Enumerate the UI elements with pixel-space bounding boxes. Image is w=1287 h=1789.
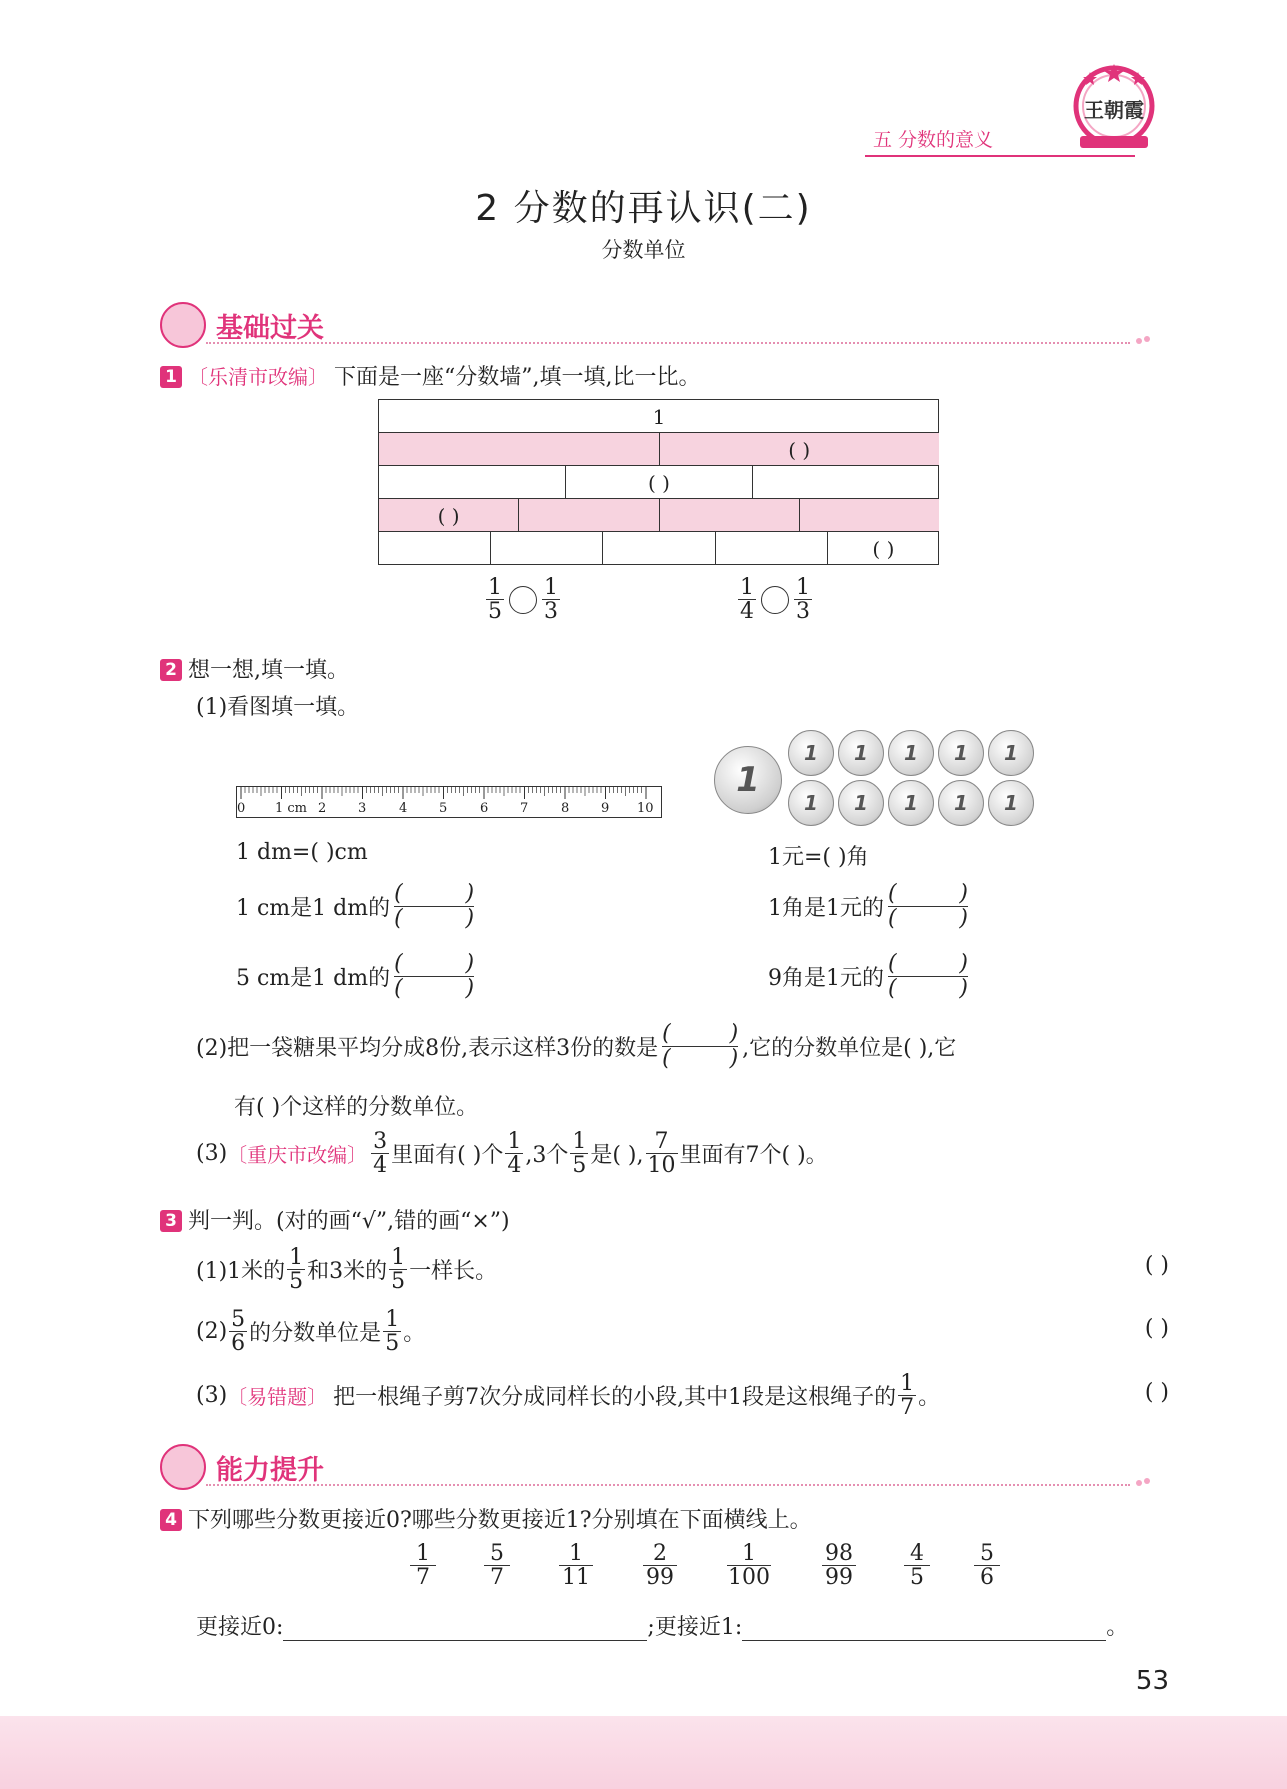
wall-cell	[379, 466, 565, 499]
ruler-label: 5	[439, 801, 448, 816]
q4-badge: 4	[160, 1509, 182, 1531]
coin-grid	[788, 730, 1038, 830]
yuan-jiao-line: 1元=( )角	[768, 845, 869, 870]
jiao-yuan-fraction-line: 1角是1元的 ( ) ( )	[768, 881, 968, 932]
q3-item3: (3) 〔易错题〕 把一根绳子剪7次分成同样长的小段,其中1段是这根绳子的 $\frac{1}{7}$ 。	[196, 1371, 941, 1421]
cm-dm-fraction-line: 1 cm是1 dm的 ( ) ( )	[236, 881, 475, 932]
ruler-label: 4	[399, 801, 408, 816]
fraction: $\frac{1}{5}$	[391, 1245, 406, 1295]
fraction: $\frac{1}{5}$	[385, 1307, 400, 1357]
coin-small: 1	[838, 730, 884, 776]
fraction: $\frac{1}{4}$	[740, 575, 754, 625]
q4-fraction-list	[386, 1542, 1022, 1589]
brand-logo	[1070, 62, 1158, 150]
near0-answer-blank[interactable]	[283, 1616, 647, 1641]
fraction: $\frac{7}{10}$	[647, 1129, 676, 1179]
ruler	[236, 786, 662, 818]
logo-text: 王朝霞	[1084, 98, 1144, 122]
coin-small: 1	[988, 780, 1034, 826]
ruler-label: 7	[520, 801, 529, 816]
q3-heading	[160, 1204, 510, 1235]
fraction: $\frac{1}{7}$	[388, 1542, 458, 1589]
blank-fraction[interactable]: ( ) ( )	[394, 951, 475, 1002]
fraction-wall	[378, 399, 939, 565]
mascot-icon	[160, 1444, 206, 1490]
judge-blank[interactable]: ( )	[1144, 1316, 1169, 1341]
wall-cell	[602, 532, 714, 565]
wall-cell	[715, 532, 827, 565]
fraction: $\frac{1}{5}$	[572, 1129, 587, 1179]
ruler-ticks-graphic	[237, 787, 660, 801]
dots-icon	[1136, 1478, 1150, 1488]
fraction: $\frac{5}{7}$	[462, 1542, 532, 1589]
footer-band	[0, 1716, 1287, 1789]
fraction: $\frac{1}{100}$	[728, 1541, 770, 1591]
wall-blank[interactable]: ( )	[659, 433, 940, 466]
q1-tag: 〔乐清市改编〕	[188, 365, 328, 389]
wall-blank[interactable]: ( )	[827, 532, 939, 565]
coin-small: 1	[888, 780, 934, 826]
fraction: $\frac{2}{99}$	[620, 1542, 700, 1589]
blank-fraction[interactable]: ( ) ( )	[662, 1021, 739, 1072]
mascot-icon	[160, 302, 206, 348]
q2-text: 想一想,填一填。	[188, 658, 349, 683]
wall-row-fifths	[379, 531, 939, 565]
wall-blank[interactable]: ( )	[565, 466, 752, 499]
wall-cell	[752, 466, 939, 499]
near1-answer-blank[interactable]	[742, 1616, 1106, 1641]
fraction: $\frac{5}{6}$	[954, 1542, 1020, 1589]
ruler-label: 6	[480, 801, 489, 816]
q3-badge: 3	[160, 1210, 182, 1232]
q4-answer-line: 更接近0: ;更接近1: 。	[196, 1615, 1129, 1640]
fraction: $\frac{1}{3}$	[544, 575, 558, 625]
q2-heading	[160, 653, 349, 684]
compare-1	[484, 576, 562, 623]
wall-cell	[379, 433, 659, 466]
fraction: $\frac{98}{99}$	[798, 1542, 880, 1589]
blank-fraction[interactable]: ( ) ( )	[394, 881, 475, 932]
q3-item1: (1)1米的 $\frac{1}{5}$ 和3米的 $\frac{1}{5}$ 一样长。	[196, 1245, 498, 1295]
judge-blank[interactable]: ( )	[1144, 1253, 1169, 1278]
fraction: $\frac{1}{7}$	[900, 1371, 915, 1421]
page-title: 2 分数的再认识(二)	[475, 188, 812, 229]
q1-heading	[160, 360, 700, 391]
fraction: $\frac{1}{11}$	[536, 1542, 616, 1589]
q3-text: 判一判。(对的画“√”,错的画“×”)	[188, 1209, 510, 1234]
5cm-dm-fraction-line: 5 cm是1 dm的 ( ) ( )	[236, 951, 475, 1002]
coin-small: 1	[938, 780, 984, 826]
fraction: $\frac{1}{5}$	[289, 1245, 304, 1295]
q2-part3-tag: 〔重庆市改编〕	[227, 1143, 368, 1168]
fraction: $\frac{1}{4}$	[507, 1129, 522, 1179]
compare-2	[736, 576, 814, 623]
wall-cell	[379, 532, 490, 565]
compare-circle[interactable]	[761, 586, 789, 614]
q4-text: 下列哪些分数更接近0?哪些分数更接近1?分别填在下面横线上。	[188, 1508, 812, 1533]
fraction: $\frac{5}{6}$	[231, 1307, 246, 1357]
coin-small: 1	[788, 780, 834, 826]
section-advanced-title: 能力提升	[216, 1455, 324, 1486]
wall-row-thirds	[379, 465, 939, 499]
q2-badge: 2	[160, 659, 182, 681]
ruler-label: 8	[561, 801, 570, 816]
wall-cell	[659, 499, 799, 532]
chapter-label: 五 分数的意义	[873, 129, 994, 151]
page-number: 53	[1135, 1666, 1169, 1696]
section-advanced	[160, 1444, 1150, 1488]
wall-blank[interactable]: ( )	[437, 503, 460, 528]
q3-item3-tag: 〔易错题〕	[227, 1385, 328, 1410]
compare-circle[interactable]	[509, 586, 537, 614]
q2-part1-label: (1)看图填一填。	[196, 695, 360, 720]
coin-big-value: 1	[736, 760, 760, 800]
ruler-label: 1 cm	[275, 801, 308, 816]
ruler-label: 2	[318, 801, 327, 816]
fraction: $\frac{1}{5}$	[488, 575, 502, 625]
coin-small: 1	[988, 730, 1034, 776]
coin-small: 1	[888, 730, 934, 776]
coin-small: 1	[788, 730, 834, 776]
wall-row-whole	[379, 400, 939, 433]
section-divider	[206, 1484, 1130, 1486]
wall-cell: 1	[652, 404, 666, 429]
coin-small: 1	[938, 730, 984, 776]
q2-part2-line1: (2)把一袋糖果平均分成8份,表示这样3份的数是 ( ) ( ) ,它的分数单位是( ),它	[196, 1021, 957, 1072]
q2-part2-line2: 有( )个这样的分数单位。	[234, 1095, 479, 1120]
fraction: $\frac{4}{5}$	[884, 1542, 950, 1589]
dots-icon	[1136, 336, 1150, 346]
wall-cell	[799, 499, 939, 532]
ruler-label: 3	[358, 801, 367, 816]
coin-big	[714, 746, 782, 814]
q1-text: 下面是一座“分数墙”,填一填,比一比。	[334, 365, 701, 390]
ruler-label: 9	[601, 801, 610, 816]
ruler-label: 0	[237, 801, 246, 816]
wall-cell	[518, 499, 658, 532]
wall-cell	[490, 532, 602, 565]
q4-heading	[160, 1503, 812, 1534]
wall-row-quarters	[379, 498, 939, 532]
wall-row-halves	[379, 432, 939, 466]
q2-part3: (3) 〔重庆市改编〕 $\frac{3}{4}$ 里面有( )个 $\frac{1}{4}$ ,3个 $\frac{1}{5}$ 是( ), $\frac{7}{10}$ 里面有7个( )。	[196, 1129, 828, 1179]
section-basic	[160, 302, 1150, 346]
coin-small: 1	[838, 780, 884, 826]
dm-cm-line: 1 dm=( )cm	[236, 840, 368, 865]
judge-blank[interactable]: ( )	[1144, 1380, 1169, 1405]
section-basic-title: 基础过关	[216, 313, 324, 344]
9jiao-yuan-fraction-line: 9角是1元的 ( ) ( )	[768, 951, 968, 1002]
q3-item2: (2) $\frac{5}{6}$ 的分数单位是 $\frac{1}{5}$ 。	[196, 1307, 426, 1357]
section-divider	[206, 342, 1130, 344]
blank-fraction[interactable]: ( ) ( )	[888, 881, 968, 932]
page-subtitle: 分数单位	[601, 238, 686, 262]
fraction: $\frac{3}{4}$	[373, 1129, 388, 1179]
q1-badge: 1	[160, 366, 182, 388]
fraction: $\frac{1}{3}$	[796, 575, 810, 625]
ruler-label: 10	[637, 801, 654, 816]
blank-fraction[interactable]: ( ) ( )	[888, 951, 968, 1002]
